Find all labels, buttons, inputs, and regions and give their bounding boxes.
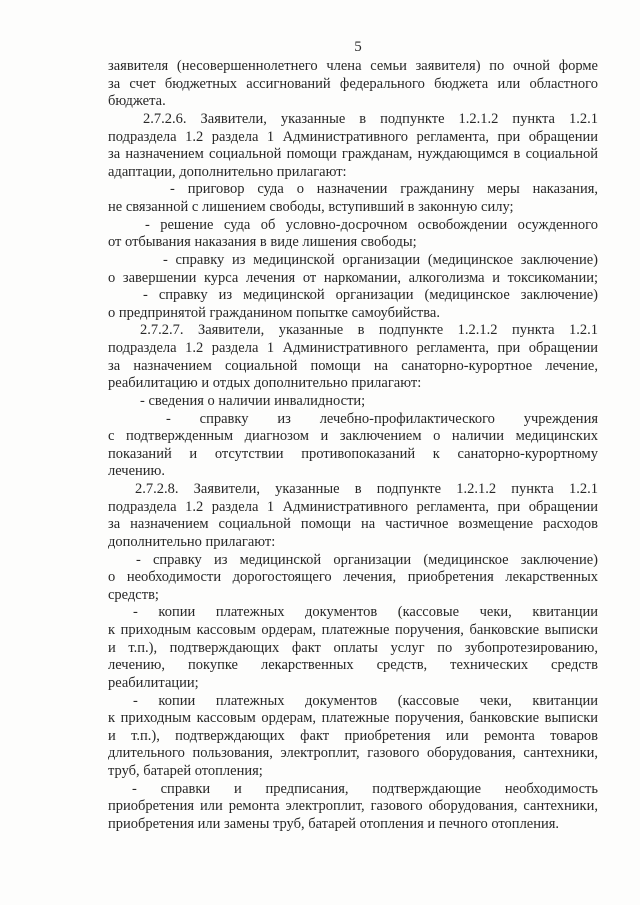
text-line: труб, батарей отопления; [108,763,263,779]
text-line: - приговор суда о назначении гражданину меры наказания, [170,181,598,198]
text-line: за счет бюджетных ассигнований федерального бюджета или областного [108,75,598,92]
text-line: подраздела 1.2 раздела 1 Административного регламента, при обращении [108,128,598,145]
text-line: дополнительно прилагают: [108,533,276,550]
text-line: с подтвержденным диагнозом и заключением о наличии медицинских [108,428,598,445]
text-line: - справку из медицинской организации (медицинское заключение) [136,551,598,568]
paragraph-continuation [108,58,598,111]
text-line: адаптации, дополнительно прилагают: [108,163,347,180]
text-line: - решение суда об условно-досрочном освобождении осужденного [145,216,598,233]
text-line: подраздела 1.2 раздела 1 Административного регламента, при обращении [108,498,598,515]
text-line: к приходным кассовым ордерам, платежные поручения, банковские выписки [108,622,598,638]
text-line: подраздела 1.2 раздела 1 Административного регламента, при обращении [108,340,598,356]
text-line: 2.7.2.6. Заявители, указанные в подпункте 1.2.1.2 пункта 1.2.1 [143,110,598,127]
text-line: реабилитации; [108,674,199,691]
paragraph-2-7-2-6 [108,111,598,323]
text-line: 2.7.2.7. Заявители, указанные в подпункте 1.2.1.2 пункта 1.2.1 [140,322,598,339]
paragraph-2-7-2-7 [108,322,598,481]
text-line: длительного пользования, электроплит, газового оборудования, сантехники, [108,745,598,762]
text-line: приобретения или замены труб, батарей отопления и печного отопления. [108,815,560,832]
text-line: за назначением социальной помощи на частичное возмещение расходов [108,516,598,533]
text-line: реабилитацию и отдых дополнительно прилагают: [108,375,422,392]
text-line: - копии платежных документов (кассовые чеки, квитанции [133,604,598,621]
text-line: показаний и отсутствии противопоказаний к санаторно-курортному [108,445,598,462]
text-line: и т.п.), подтверждающих факт оплаты услуг по зубопротезированию, [108,639,598,656]
text-line: о необходимости дорогостоящего лечения, приобретения лекарственных [108,569,598,586]
text-line: не связанной с лишением свободы, вступивший в законную силу; [108,199,514,215]
text-line: и т.п.), подтверждающих факт приобретения или ремонта товаров [108,727,598,744]
text-line: бюджета. [108,93,166,110]
text-line: лечению, покупке лекарственных средств, технических средств [108,657,598,674]
document-body [108,58,598,834]
text-line: за назначением социальной помощи гражданам, нуждающимся в социальной [108,146,598,163]
text-line: - справку из лечебно-профилактического учреждения [166,410,598,427]
text-line: - копии платежных документов (кассовые чеки, квитанции [133,692,598,709]
page-number: 5 [354,39,362,55]
text-line: за назначением социальной помощи на санаторно-курортное лечение, [108,357,598,374]
paragraph-2-7-2-8 [108,481,598,834]
text-line: лечению. [108,463,166,480]
text-line: - справки и предписания, подтверждающие необходимость [132,780,598,797]
text-line: приобретения или ремонта электроплит, газового оборудования, сантехники, [108,798,598,815]
text-line: - справку из медицинской организации (медицинское заключение) [143,287,598,304]
text-line: от отбывания наказания в виде лишения свободы; [108,234,417,251]
text-line: о предпринятой гражданином попытке самоубийства. [108,304,440,321]
text-line: к приходным кассовым ордерам, платежные поручения, банковские выписки [108,710,598,727]
text-line: - сведения о наличии инвалидности; [140,392,366,409]
text-line: средств; [108,586,159,603]
text-line: заявителя (несовершеннолетнего члена семьи заявителя) по очной форме [108,58,598,74]
text-line: о завершении курса лечения от наркомании, алкоголизма и токсикомании; [108,269,598,286]
text-line: 2.7.2.8. Заявители, указанные в подпункте 1.2.1.2 пункта 1.2.1 [135,481,598,497]
text-line: - справку из медицинской организации (медицинское заключение) [163,251,598,268]
